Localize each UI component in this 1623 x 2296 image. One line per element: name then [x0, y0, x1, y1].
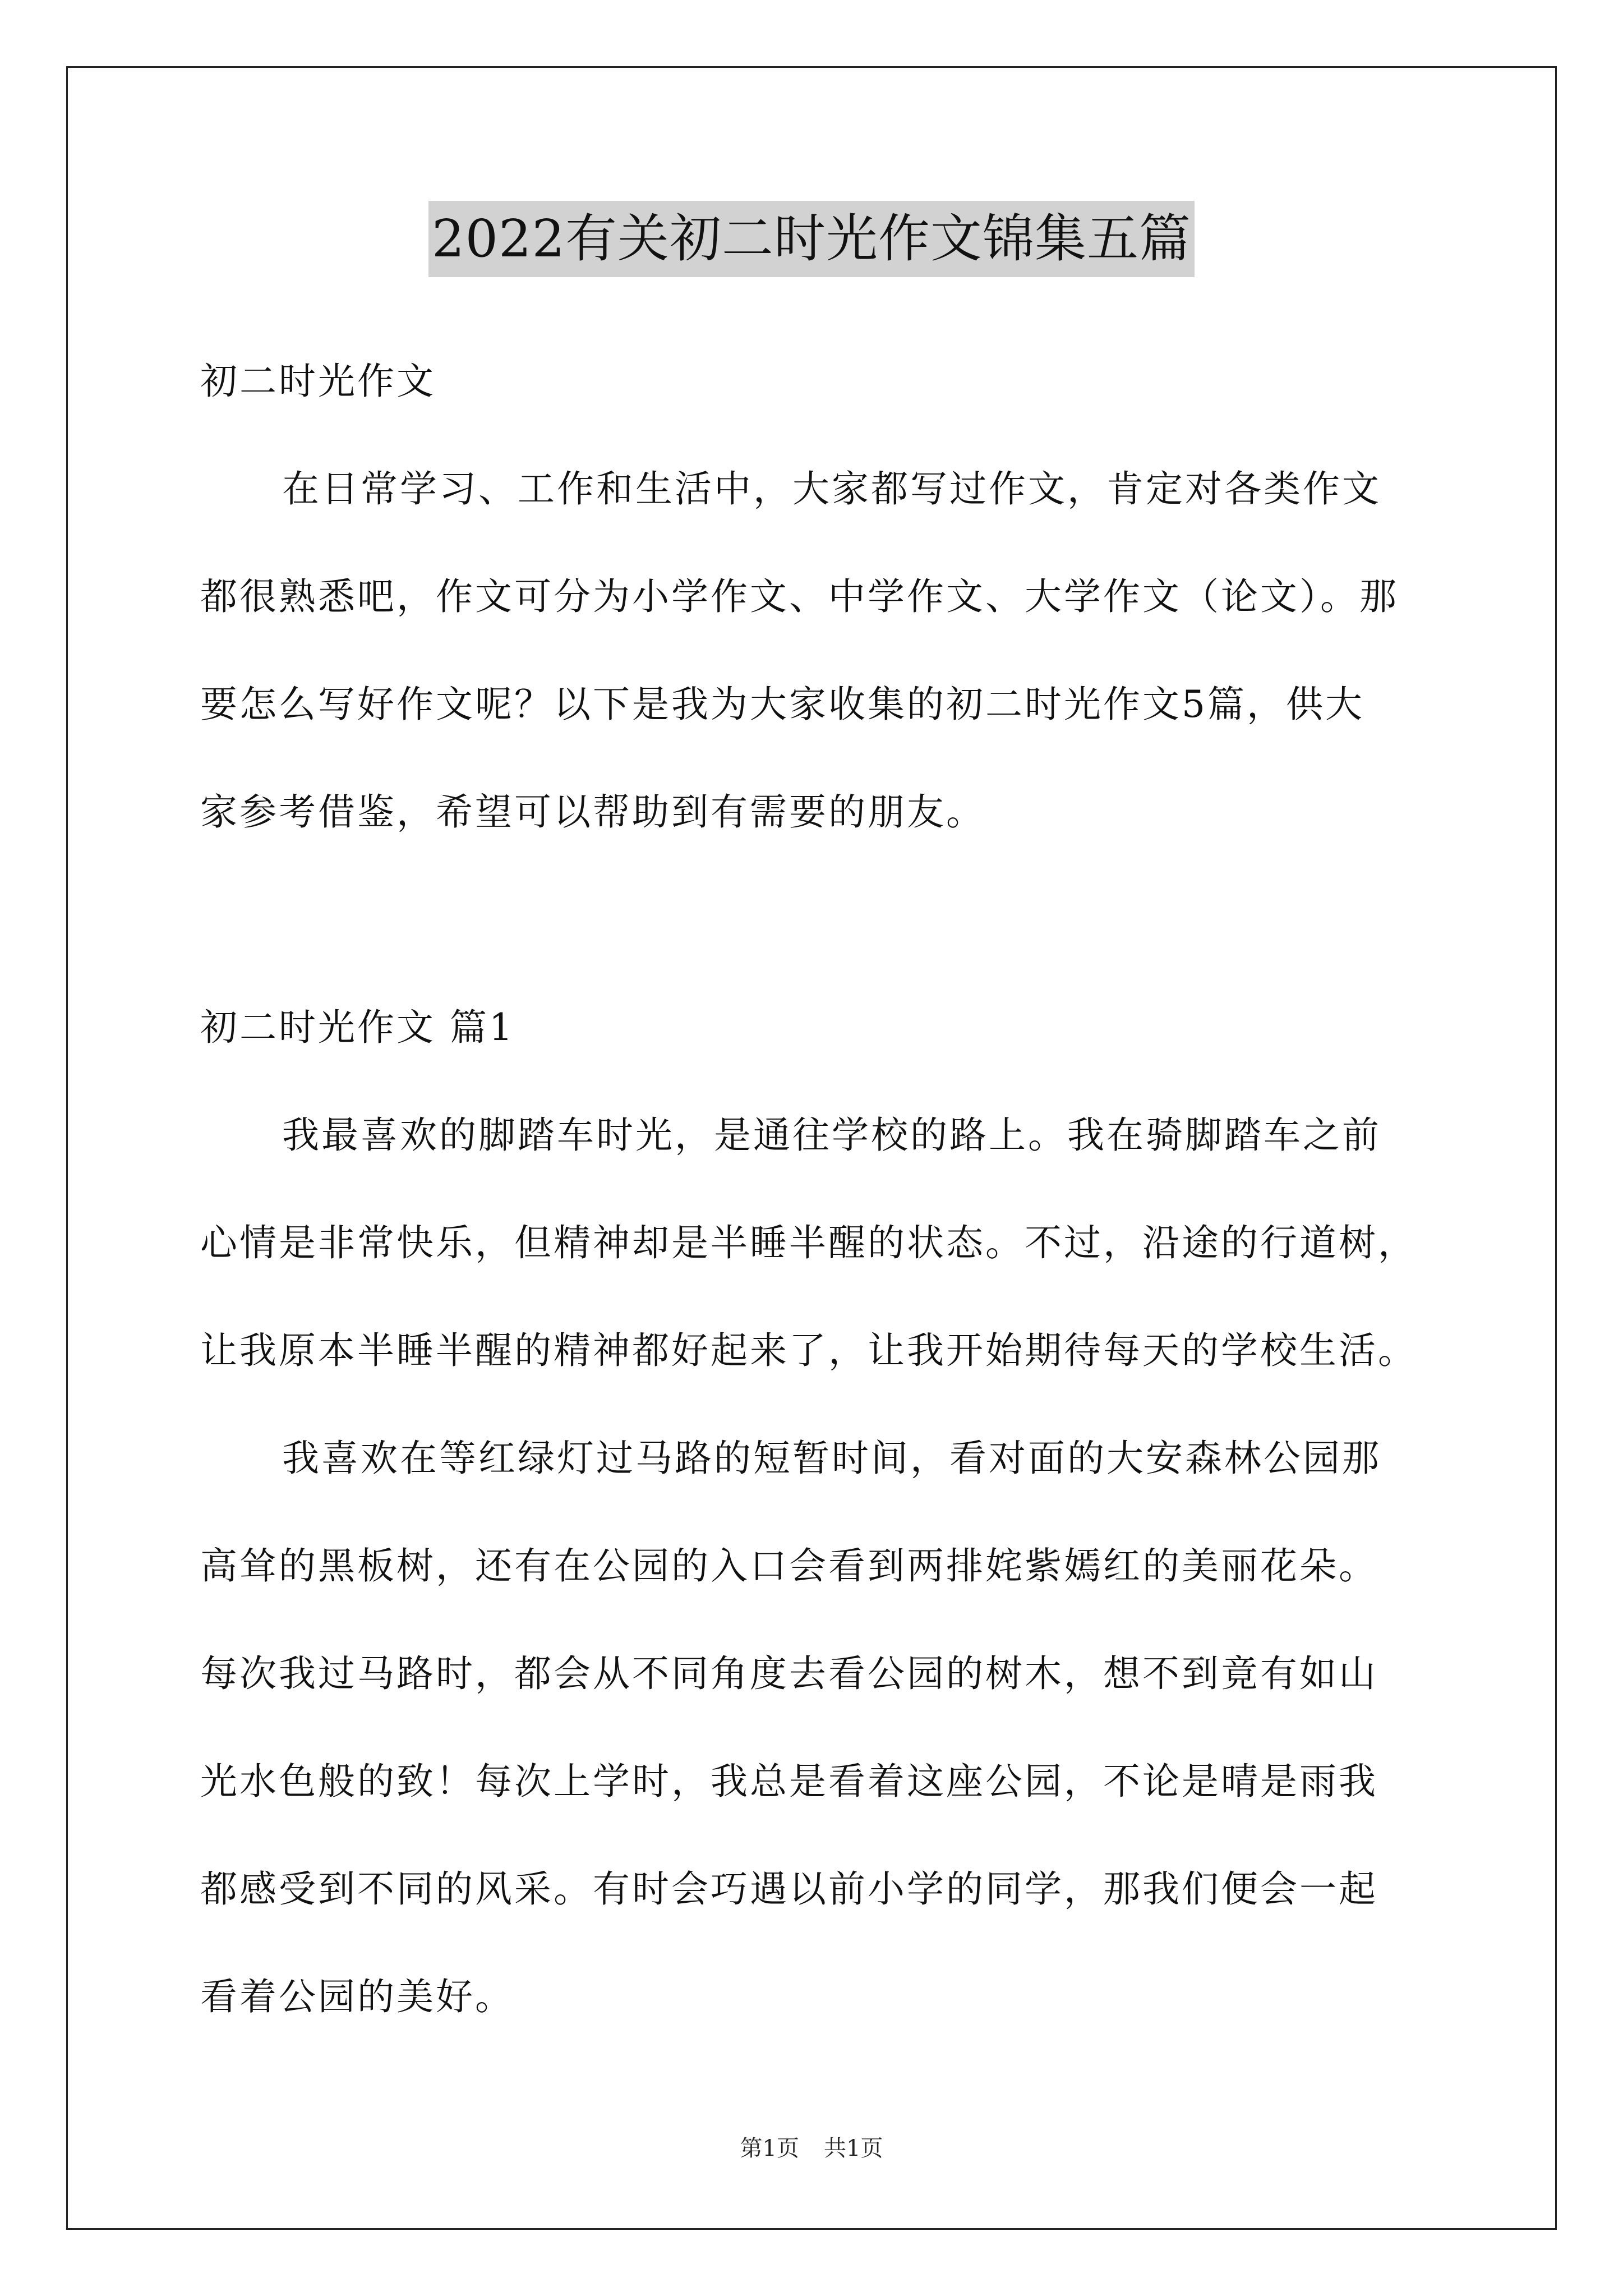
section-gap: [200, 881, 1445, 988]
paragraph-line: 看着公园的美好。: [200, 1975, 514, 2018]
paragraph-line: 让我原本半睡半醒的精神都好起来了，让我开始期待每天的学校生活。: [200, 1329, 1417, 1372]
page-total: 共1页: [824, 2136, 883, 2161]
paragraph-line: 心情是非常快乐，但精神却是半睡半醒的状态。不过，沿途的行道树，: [200, 1221, 1417, 1264]
document-title: 2022有关初二时光作文锦集五篇: [428, 201, 1195, 277]
page-number: 第1页: [740, 2136, 799, 2161]
paragraph-line: 我喜欢在等红绿灯过马路的短暂时间，看对面的大安森林公园那: [282, 1437, 1381, 1480]
title-container: [0, 201, 1623, 277]
document-body: [200, 342, 1445, 2065]
paragraph-line: 每次我过马路时，都会从不同角度去看公园的树木，想不到竟有如山: [200, 1652, 1378, 1695]
page-footer: [0, 2132, 1623, 2165]
section-heading: 初二时光作文: [200, 360, 436, 403]
paragraph-line: 都很熟悉吧，作文可分为小学作文、中学作文、大学作文（论文）。那: [200, 575, 1399, 618]
paragraph-line: 都感受到不同的风采。有时会巧遇以前小学的同学，那我们便会一起: [200, 1867, 1378, 1911]
section-heading: 初二时光作文 篇1: [200, 1006, 515, 1049]
paragraph-line: 我最喜欢的脚踏车时光，是通往学校的路上。我在骑脚踏车之前: [282, 1114, 1381, 1157]
paragraph-line: 家参考借鉴，希望可以帮助到有需要的朋友。: [200, 790, 985, 834]
paragraph-line: 要怎么写好作文呢？以下是我为大家收集的初二时光作文5篇，供大: [200, 683, 1364, 726]
paragraph-line: 光水色般的致！每次上学时，我总是看着这座公园，不论是晴是雨我: [200, 1760, 1378, 1803]
paragraph-line: 高耸的黑板树，还有在公园的入口会看到两排姹紫嫣红的美丽花朵。: [200, 1544, 1378, 1588]
paragraph-line: 在日常学习、工作和生活中，大家都写过作文，肯定对各类作文: [282, 467, 1381, 510]
